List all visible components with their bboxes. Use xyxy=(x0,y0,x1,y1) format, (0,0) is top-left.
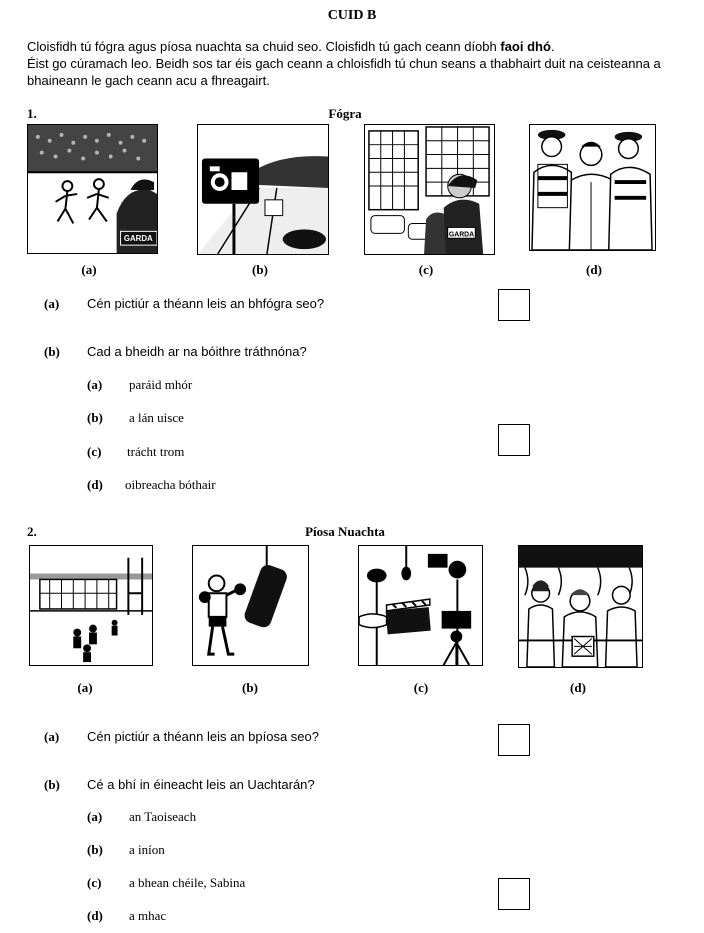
q2b-option-d-text: a mhac xyxy=(129,908,167,923)
q1b-option-d-text: oibreacha bóthair xyxy=(125,477,216,492)
picture-2d[interactable] xyxy=(518,545,643,668)
q2b-answer-box[interactable] xyxy=(498,878,530,910)
caption-1d: (d) xyxy=(586,262,602,277)
question-2-number: 2. xyxy=(27,524,37,539)
football-match-garda-image xyxy=(28,125,157,253)
question-2-title: Píosa Nuachta xyxy=(305,524,385,539)
question-1-title: Fógra xyxy=(328,106,362,121)
q2b-option-b-text: a iníon xyxy=(129,842,165,857)
svg-text:GARDA: GARDA xyxy=(448,231,475,239)
q1b-option-c-text: trácht trom xyxy=(127,444,185,459)
boxer-punchbag-image xyxy=(193,546,308,665)
q1b-answer-box[interactable] xyxy=(498,424,530,456)
caption-2d: (d) xyxy=(570,680,586,695)
section-title: CUID B xyxy=(327,8,377,23)
q2b-text: Cé a bhí in éineacht leis an Uachtarán? xyxy=(87,777,315,792)
q1b-option-a-label: (a) xyxy=(87,377,103,392)
q2b-option-c-text: a bhean chéile, Sabina xyxy=(129,875,246,890)
q1a-text: Cén pictiúr a théann leis an bhfógra seo? xyxy=(87,296,325,311)
q1b-text: Cad a bheidh ar na bóithre tráthnóna? xyxy=(87,344,307,359)
picture-1b[interactable] xyxy=(197,124,329,255)
city-traffic-garda-image xyxy=(365,125,494,254)
q2b-option-c-label: (c) xyxy=(87,875,102,890)
caption-1b: (b) xyxy=(252,262,268,277)
picture-1a[interactable] xyxy=(27,124,158,254)
q1a-answer-box[interactable] xyxy=(498,289,530,321)
caption-2b: (b) xyxy=(242,680,258,695)
picture-1c[interactable] xyxy=(364,124,495,255)
q2a-answer-box[interactable] xyxy=(498,724,530,756)
q1b-option-b-text: a lán uisce xyxy=(129,410,184,425)
q1b-option-b-label: (b) xyxy=(87,410,103,425)
picture-2c[interactable] xyxy=(358,545,483,666)
gardai-arrest-image xyxy=(530,125,655,250)
q2b-option-d-label: (d) xyxy=(87,908,103,923)
speed-camera-road-image xyxy=(198,125,328,254)
picture-2a[interactable] xyxy=(29,545,153,666)
instructions-line-2: Éist go cúramach leo. Beidh sos tar éis gach ceann a chloisfidh tú chun seans a thabhairt duit na ceisteanna a bhaineann le gach ceann acu a fhreagairt. xyxy=(27,56,661,88)
q1b-option-a-text: paráid mhór xyxy=(129,377,193,392)
stadium-rugby-image xyxy=(30,546,152,665)
instructions-line-1: Cloisfidh tú fógra agus píosa nuachta sa chuid seo. Cloisfidh tú gach ceann díobh faoi dhó. xyxy=(27,39,555,54)
q1a-label: (a) xyxy=(44,296,60,311)
q2a-text: Cén pictiúr a théann leis an bpíosa seo? xyxy=(87,729,319,744)
q2a-label: (a) xyxy=(44,729,60,744)
q2b-option-b-label: (b) xyxy=(87,842,103,857)
q2b-label: (b) xyxy=(44,777,60,792)
picture-2b[interactable] xyxy=(192,545,309,666)
q1b-label: (b) xyxy=(44,344,60,359)
film-set-image xyxy=(359,546,482,665)
instructions xyxy=(27,38,667,89)
caption-1c: (c) xyxy=(418,262,434,277)
emphasis-twice: faoi dhó xyxy=(500,39,551,54)
question-1-number: 1. xyxy=(27,106,37,121)
q2b-option-a-text: an Taoiseach xyxy=(129,809,197,824)
caption-2c: (c) xyxy=(413,680,429,695)
q1b-option-c-label: (c) xyxy=(87,444,102,459)
caption-1a: (a) xyxy=(81,262,97,277)
svg-text:GARDA: GARDA xyxy=(123,234,153,244)
q1b-option-d-label: (d) xyxy=(87,477,103,492)
caption-2a: (a) xyxy=(77,680,93,695)
audience-people-image xyxy=(519,546,642,667)
q2b-option-a-label: (a) xyxy=(87,809,103,824)
picture-1d[interactable] xyxy=(529,124,656,251)
